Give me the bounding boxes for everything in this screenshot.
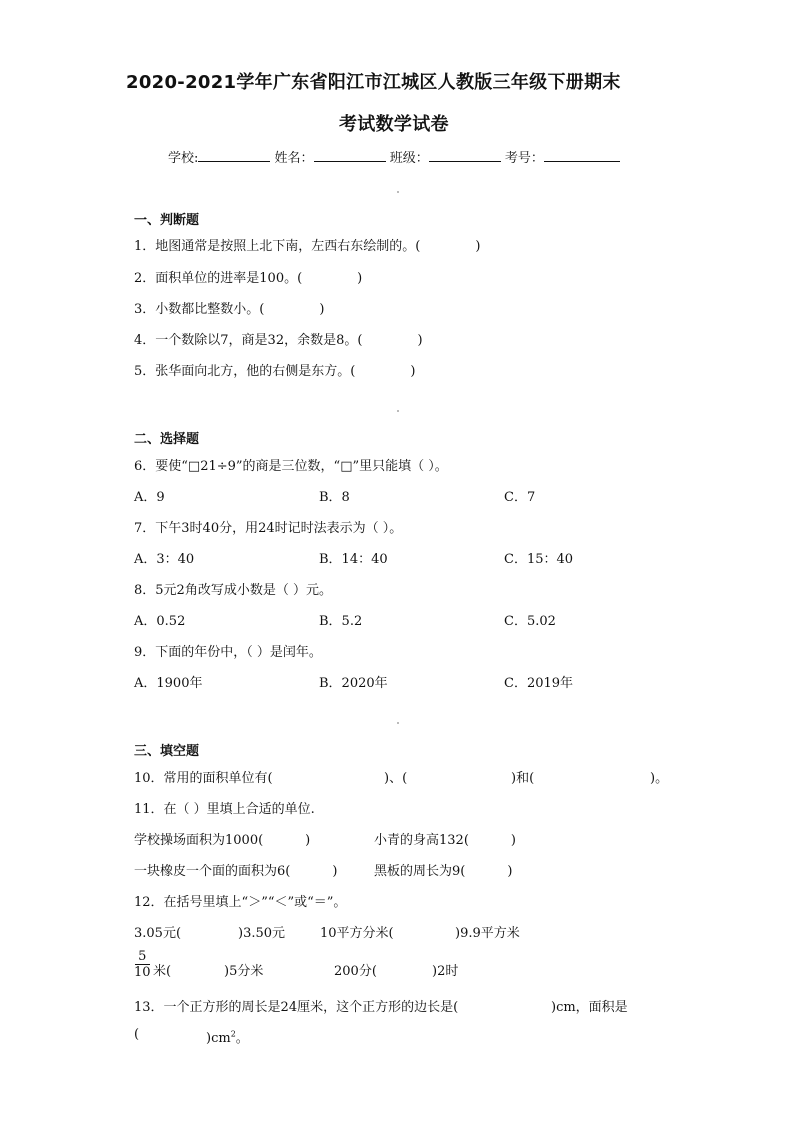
divider-dot	[397, 722, 399, 724]
choice-question-6: 6．要使“□21÷9”的商是三位数，“□”里只能填（ ）。	[134, 459, 448, 474]
choice-8-option-b[interactable]: B．5.2	[319, 614, 363, 629]
name-field[interactable]	[314, 149, 386, 162]
choice-question-9: 9．下面的年份中，（ ）是闰年。	[134, 645, 322, 660]
fill-11-item-1: 学校操场面积为1000( )	[134, 833, 311, 848]
section-choice-title: 二、选择题	[134, 432, 200, 447]
fill-question-12: 12．在括号里填上“＞”“＜”或“＝”。	[134, 895, 347, 910]
class-field[interactable]	[429, 149, 501, 162]
fill-question-11: 11．在（ ）里填上合适的单位.	[134, 802, 315, 817]
section-judge-title: 一、判断题	[134, 213, 200, 228]
divider-dot	[397, 410, 399, 412]
fill-12-compare-4a: 200分(	[334, 964, 377, 979]
choice-6-option-b[interactable]: B．8	[319, 490, 350, 505]
choice-7-option-c[interactable]: C．15：40	[504, 552, 574, 567]
choice-9-option-c[interactable]: C．2019年	[504, 676, 574, 691]
choice-8-option-c[interactable]: C．5.02	[504, 614, 556, 629]
fill-11-item-4: 黑板的周长为9( )	[374, 864, 513, 879]
choice-question-7: 7．下午3时40分，用24时记时法表示为（ ）。	[134, 521, 403, 536]
fill-12-compare-1b: )3.50元	[238, 926, 286, 941]
fill-12-compare-3a: 米(	[153, 964, 172, 979]
judge-question-5: 5．张华面向北方，他的右侧是东方。( )	[134, 364, 416, 379]
name-label: 姓名：	[274, 151, 314, 166]
fill-11-item-2: 小青的身高132( )	[374, 833, 516, 848]
fill-12-compare-2b: )9.9平方米	[455, 926, 520, 941]
school-field[interactable]	[198, 149, 270, 162]
fill-12-compare-2a: 10平方分米(	[320, 926, 394, 941]
fill-10-sep-1: )、(	[384, 771, 408, 786]
choice-7-option-b[interactable]: B．14：40	[319, 552, 388, 567]
fill-question-13: 13．一个正方形的周长是24厘米，这个正方形的边长是(	[134, 1000, 459, 1015]
choice-9-option-b[interactable]: B．2020年	[319, 676, 388, 691]
choice-8-option-a[interactable]: A．0.52	[134, 614, 186, 629]
fill-12-compare-4b: )2时	[432, 964, 459, 979]
number-label: 考号：	[504, 151, 544, 166]
judge-question-1: 1．地图通常是按照上北下南，左西右东绘制的。( )	[134, 239, 481, 254]
choice-6-option-a[interactable]: A．9	[134, 490, 165, 505]
fill-13-side-end: )cm，面积是	[551, 1000, 628, 1015]
choice-7-option-a[interactable]: A．3：40	[134, 552, 195, 567]
fill-10-end: )。	[650, 771, 669, 786]
judge-question-2: 2．面积单位的进率是100。( )	[134, 271, 363, 286]
choice-6-option-c[interactable]: C．7	[504, 490, 536, 505]
judge-question-4: 4．一个数除以7，商是32，余数是8。( )	[134, 333, 423, 348]
section-fill-title: 三、填空题	[134, 744, 200, 759]
fill-10-sep-2: )和(	[511, 771, 535, 786]
page-title-line1: 2020-2021学年广东省阳江市江城区人教版三年级下册期末	[126, 72, 621, 93]
fill-question-10: 10．常用的面积单位有(	[134, 771, 273, 786]
choice-9-option-a[interactable]: A．1900年	[134, 676, 203, 691]
school-label: 学校:	[168, 151, 199, 166]
fill-13-area-open: (	[134, 1027, 140, 1042]
fill-13-area-unit: )$cm^2$。	[206, 1029, 249, 1046]
fill-12-compare-3b: )5分米	[224, 964, 264, 979]
divider-dot	[397, 191, 399, 193]
info-line	[168, 147, 620, 166]
page-title-line2: 考试数学试卷	[339, 114, 449, 135]
fraction-five-tenths: 5 10	[134, 949, 151, 980]
judge-question-3: 3．小数都比整数小。( )	[134, 302, 325, 317]
number-field[interactable]	[544, 149, 620, 162]
choice-question-8: 8．5元2角改写成小数是（ ）元。	[134, 583, 332, 598]
fill-12-compare-1a: 3.05元(	[134, 926, 182, 941]
fill-11-item-3: 一块橡皮一个面的面积为6( )	[134, 864, 338, 879]
class-label: 班级：	[389, 151, 429, 166]
